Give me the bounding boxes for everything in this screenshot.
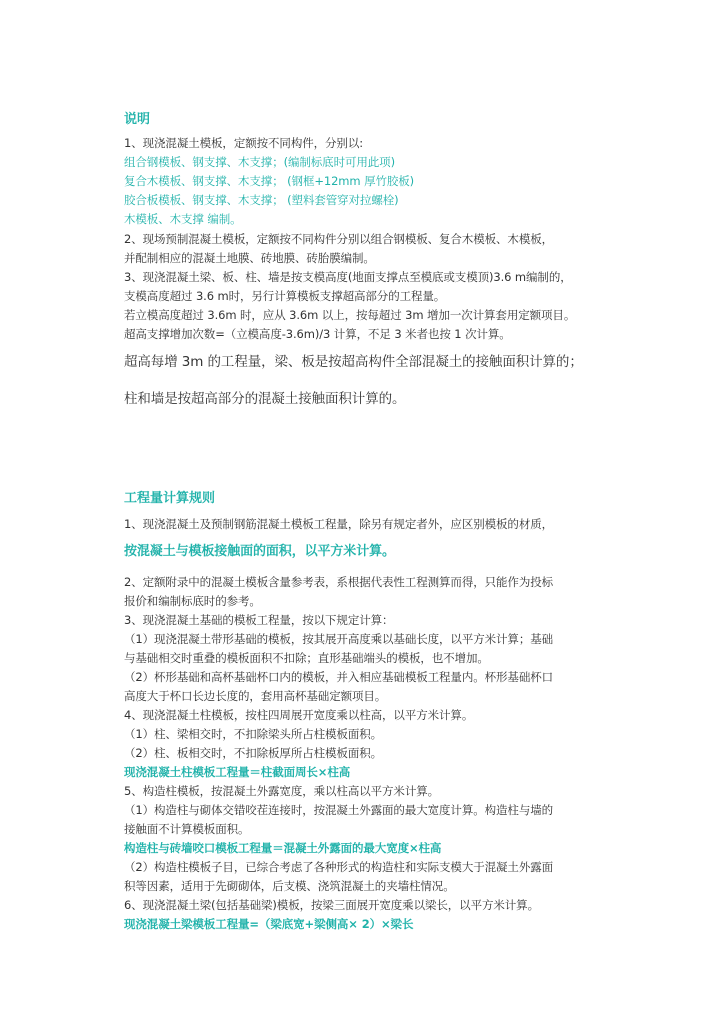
text-line: （2）柱、板相交时，不扣除板厚所占柱模板面积。 bbox=[124, 746, 383, 760]
text-line: 组合钢模板、钢支撑、木支撑；(编制标底时可用此项) bbox=[124, 155, 395, 169]
text-line: 超高支撑增加次数=（立模高度-3.6m)/3 计算，不足 3 米者也按 1 次计算。 bbox=[124, 327, 511, 341]
text-line: （2）构造柱模板子目，已综合考虑了各种形式的构造柱和实际支模大于混凝土外露面 bbox=[124, 860, 554, 874]
text-line: 柱和墙是按超高部分的混凝土接触面积计算的。 bbox=[124, 391, 406, 407]
text-line: 支模高度超过 3.6 m时，另行计算模板支撑超高部分的工程量。 bbox=[124, 289, 446, 303]
text-line: 6、现浇混凝土梁(包括基础梁)模板，按梁三面展开宽度乘以梁长，以平方米计算。 bbox=[124, 898, 539, 912]
text-line: 积等因素，适用于先砌砌体，后支模、浇筑混凝土的夹墙柱情况。 bbox=[124, 879, 455, 893]
formula-line: 构造柱与砖墙咬口模板工程量＝混凝土外露面的最大宽度×柱高 bbox=[124, 841, 442, 855]
text-line: 3、现浇混凝土基础的模板工程量，按以下规定计算： bbox=[124, 613, 394, 627]
text-line: 高度大于杯口长边长度的，套用高杯基础定额项目。 bbox=[124, 689, 387, 703]
text-line: 报价和编制标底时的参考。 bbox=[124, 594, 261, 608]
text-line: 2、定额附录中的混凝土模板含量参考表，系根据代表性工程测算而得，只能作为投标 bbox=[124, 575, 554, 589]
text-line: 3、现浇混凝土梁、板、柱、墙是按支模高度(地面支撑点至模底或支模顶)3.6 m编制的， bbox=[124, 270, 572, 284]
formula-line: 现浇混凝土柱模板工程量＝柱截面周长×柱高 bbox=[124, 765, 351, 779]
text-line: 胶合板模板、钢支撑、木支撑； (塑料套管穿对拉螺栓) bbox=[124, 193, 399, 207]
text-line: 复合木模板、钢支撑、木支撑； (钢框+12mm 厚竹胶板) bbox=[124, 174, 415, 188]
section-title-rules: 工程量计算规则 bbox=[124, 491, 216, 506]
text-line: 接触面不计算模板面积。 bbox=[124, 822, 250, 836]
text-line: 5、构造柱模板，按混凝土外露宽度，乘以柱高以平方米计算。 bbox=[124, 784, 440, 798]
text-line-highlight: 按混凝土与模板接触面的面积，以平方米计算。 bbox=[124, 544, 395, 559]
text-line: （1）柱、梁相交时，不扣除梁头所占柱模板面积。 bbox=[124, 727, 383, 741]
formula-line: 现浇混凝土梁模板工程量=（梁底宽+梁侧高× 2）×梁长 bbox=[124, 917, 414, 931]
text-line: （1）构造柱与砌体交错咬茬连接时，按混凝土外露面的最大宽度计算。构造柱与墙的 bbox=[124, 803, 554, 817]
text-line: 与基础相交时重叠的模板面积不扣除；直形基础端头的模板，也不增加。 bbox=[124, 651, 489, 665]
text-line: 2、现场预制混凝土模板，定额按不同构件分别以组合钢模板、复合木模板、木模板， bbox=[124, 232, 554, 246]
text-line: 并配制相应的混凝土地膜、砖地膜、砖胎膜编制。 bbox=[124, 251, 375, 265]
text-line: 若立模高度超过 3.6m 时，应从 3.6m 以上，按每超过 3m 增加一次计算套用定额项目。 bbox=[124, 308, 576, 322]
text-line: 超高每增 3m 的工程量，梁、板是按超高构件全部混凝土的接触面积计算的； bbox=[124, 354, 583, 370]
text-line: 4、现浇混凝土柱模板，按柱四周展开宽度乘以柱高，以平方米计算。 bbox=[124, 708, 474, 722]
section-title-description: 说明 bbox=[124, 112, 151, 127]
text-line: （1）现浇混凝土带形基础的模板，按其展开高度乘以基础长度，以平方米计算；基础 bbox=[124, 632, 554, 646]
text-line: 木模板、木支撑 编制。 bbox=[124, 212, 242, 226]
text-line: 1、现浇混凝土模板，定额按不同构件，分别以: bbox=[124, 136, 363, 150]
text-line: （2）杯形基础和高杯基础杯口内的模板，并入相应基础模板工程量内。杯形基础杯口 bbox=[124, 670, 554, 684]
text-line: 1、现浇混凝土及预制钢筋混凝土模板工程量，除另有规定者外，应区别模板的材质， bbox=[124, 517, 554, 531]
